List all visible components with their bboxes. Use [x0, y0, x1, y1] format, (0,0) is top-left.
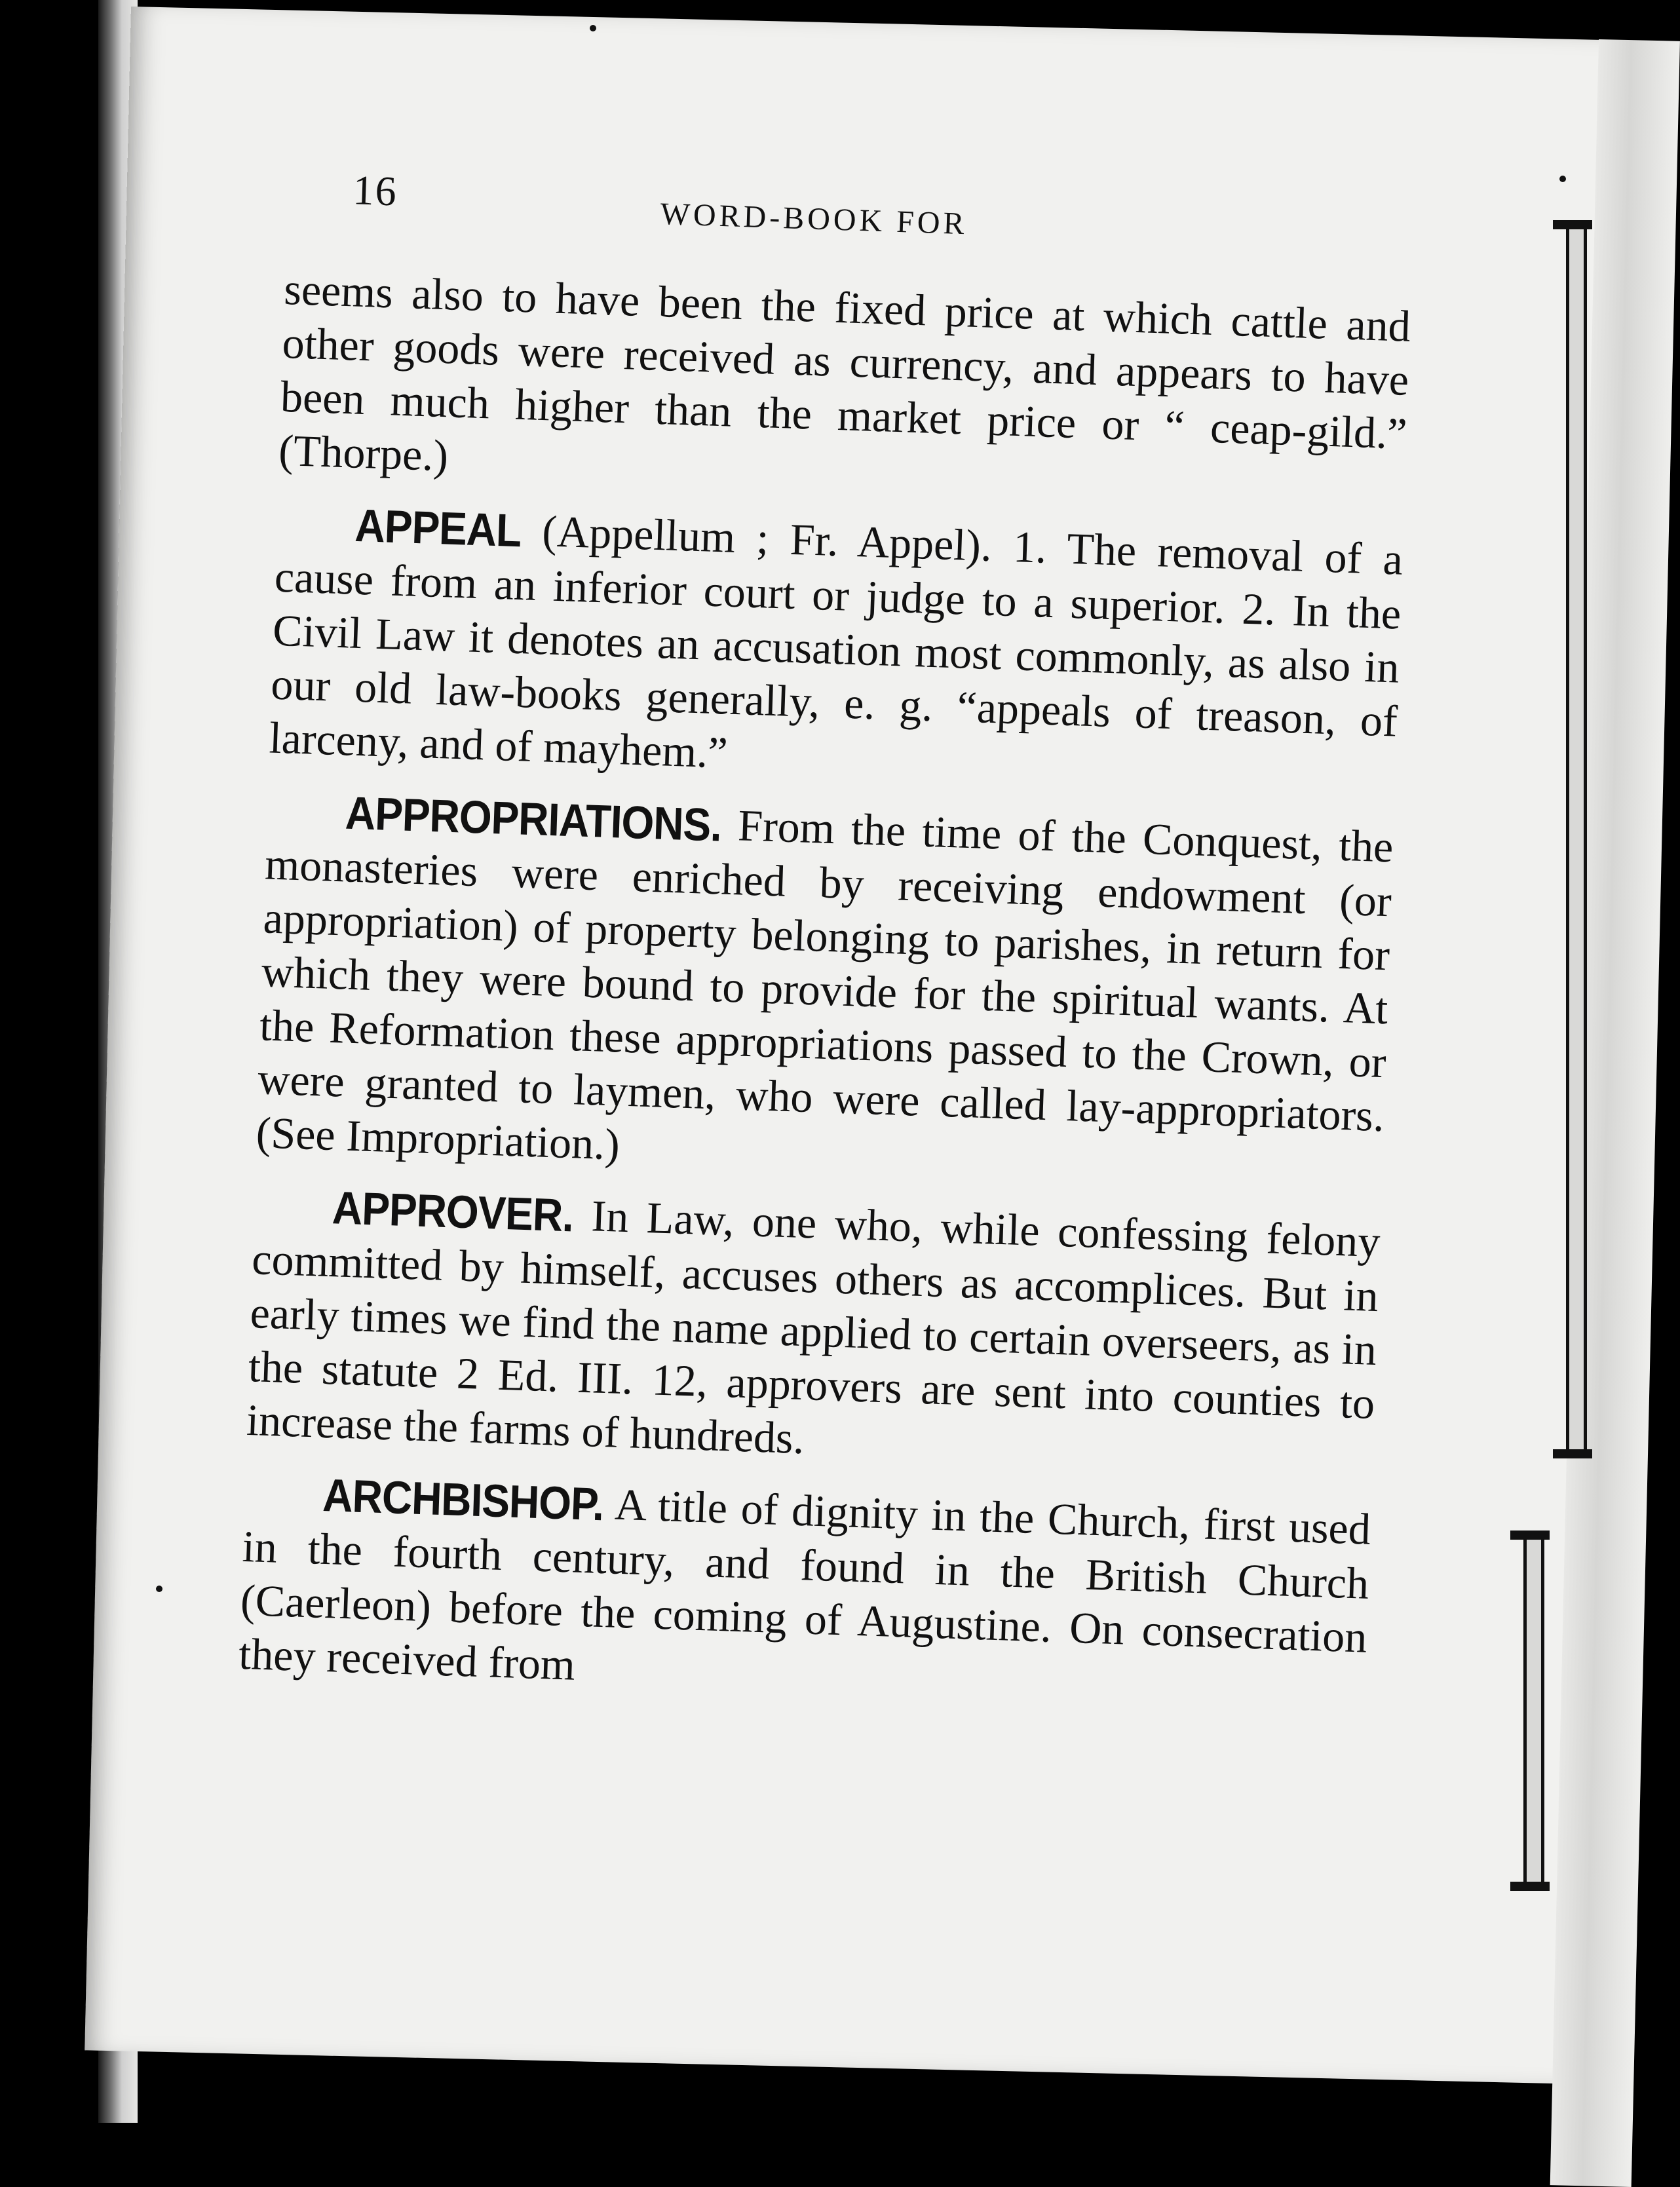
binding-strip-upper [1566, 223, 1587, 1455]
entry-appropriations [256, 782, 1394, 1196]
entry-appeal [269, 495, 1404, 802]
headword: APPROPRIATIONS. [344, 786, 723, 852]
binding-strip-lower [1523, 1533, 1544, 1887]
headword: ARCHBISHOP. [322, 1469, 605, 1531]
binding-cap [1510, 1531, 1550, 1540]
entry-paragraph [238, 1465, 1371, 1718]
binding-cap [1510, 1882, 1550, 1891]
entry-text: (Appellum ; Fr. Appel). 1. The removal of a cause from an inferior court or judge to a superior. 2. In the Civil Law it denotes an accusation most commonly, as also in our old law-books generally, e. g. “appeals of treason, of larceny, and of mayhem.” [268, 506, 1404, 778]
entry-text: From the time of the Conquest, the monasteries were enriched by receiving endowment (or appropriation) of property belonging to parishes, in return for which they were bound to provide for the spiritual wants. At the Reformation these appropriations passed to the Crown, or were granted to laymen, who were called lay-appropriators. (See Impropriation.) [255, 800, 1394, 1170]
entry-archbishop [238, 1465, 1371, 1718]
scan-speck [1559, 176, 1566, 182]
headword: APPROVER. [331, 1181, 575, 1242]
entry-text: In Law, one who, while confessing felony committed by himself, accuses others as accomplices. But in early times we find the name applied to certain overseers, as in the statute 2 Ed. III. 12, approvers are sent into counties to increase the farms of hundreds. [246, 1190, 1381, 1464]
scan-speck [590, 25, 596, 31]
entry-text: A title of dignity in the Church, first used in the fourth century, and found in the British Church (Caerleon) before the coming of Augustine. On consecration they received from [238, 1479, 1372, 1690]
headword: APPEAL [354, 499, 522, 557]
entry-paragraph [269, 495, 1404, 802]
binding-cap [1553, 1449, 1592, 1458]
binding-cap [1553, 220, 1592, 229]
scan-speck [156, 1586, 162, 1592]
entry-paragraph [246, 1177, 1381, 1484]
text-column [237, 164, 1415, 1736]
page-number: 16 [352, 166, 398, 215]
entry-approver [246, 1177, 1381, 1484]
continuation-paragraph: seems also to have been the fixed price at which cattle and other goods were received as currency, and appears to have been much higher than the market price or “ ceap-gild.” (Thorpe.) [278, 263, 1411, 481]
entry-paragraph [256, 782, 1394, 1196]
running-title: WORD-BOOK FOR [659, 196, 968, 242]
